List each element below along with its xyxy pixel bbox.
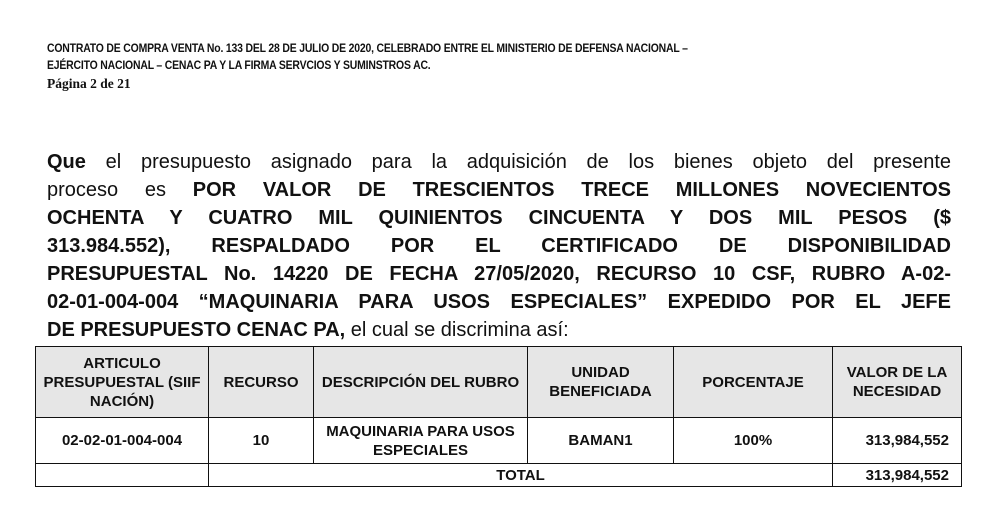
total-value: 313,984,552 <box>833 464 962 487</box>
header-line-2: EJÉRCITO NACIONAL – CENAC PA Y LA FIRMA SERVCIOS Y SUMINSTROS AC. <box>47 59 431 72</box>
budget-paragraph: Que el presupuesto asignado para la adquisición de los bienes objeto del presente proceso es POR VALOR DE TRESCIENTOS TRECE MILLONES NOVECIENTOS OCHENTA Y CUATRO MIL QUINIENTOS CINCUENTA Y DOS MIL PESOS ($ 313.984.552), RESPALDADO POR EL CERTIFICADO DE DISPONIBILIDAD PRESUPUESTAL No. 14220 DE FECHA 27/05/2020, RECURSO 10 CSF, RUBRO A-02- 02-01-004-004 “MAQUINARIA PARA USOS ESPECIALES” EXPEDIDO POR EL JEFE DE PRESUPUESTO CENAC PA, el cual se discrimina así: <box>47 151 951 341</box>
cell-valor: 313,984,552 <box>833 418 962 464</box>
document-header <box>47 40 1000 74</box>
header-line-1: CONTRATO DE COMPRA VENTA No. 133 DEL 28 DE JULIO DE 2020, CELEBRADO ENTRE EL MINISTERIO DE DEFENSA NACIONAL – <box>47 42 688 55</box>
header-recurso: RECURSO <box>209 347 314 418</box>
table-row <box>36 418 962 464</box>
table-header-row <box>36 347 962 418</box>
header-descripcion: DESCRIPCIÓN DEL RUBRO <box>314 347 528 418</box>
cell-recurso: 10 <box>209 418 314 464</box>
header-valor: VALOR DE LA NECESIDAD <box>833 347 962 418</box>
header-unidad: UNIDAD BENEFICIADA <box>528 347 674 418</box>
que-bold: Que <box>47 151 86 173</box>
total-label: TOTAL <box>209 464 833 487</box>
total-empty-cell <box>36 464 209 487</box>
header-articulo: ARTICULO PRESUPUESTAL (SIIF NACIÓN) <box>36 347 209 418</box>
table-total-row <box>36 464 962 487</box>
header-porcentaje: PORCENTAJE <box>674 347 833 418</box>
cell-descripcion: MAQUINARIA PARA USOS ESPECIALES <box>314 418 528 464</box>
budget-table <box>35 346 962 487</box>
cell-porcentaje: 100% <box>674 418 833 464</box>
page-number: Página 2 de 21 <box>47 76 131 91</box>
cell-unidad: BAMAN1 <box>528 418 674 464</box>
cell-articulo: 02-02-01-004-004 <box>36 418 209 464</box>
